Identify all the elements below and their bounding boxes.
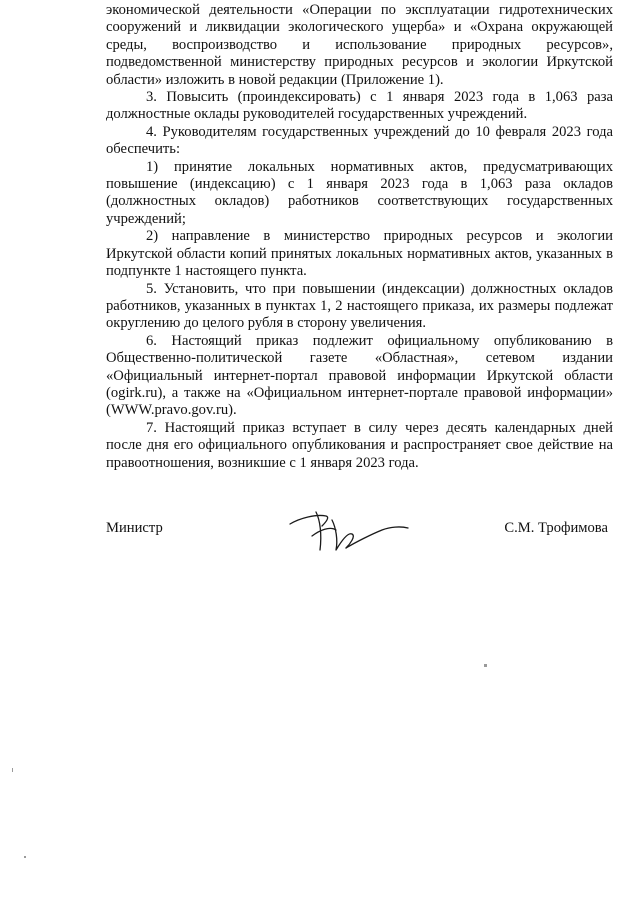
paragraph-continuation: экономической деятельности «Операции по эксплуатации гидротехнических сооружений и ликвидации экологического ущерба» и «Охрана окружающей среды, воспроизводство и использование природных ресурсов», подведомственной министерству природных ресурсов и экологии Иркутской области» изложить в новой редакции (Приложение 1). xyxy=(106,2,613,88)
signer-position: Министр xyxy=(106,520,163,536)
paragraph-4-1: 1) принятие локальных нормативных актов, предусматривающих повышение (индексацию) с 1 января 2023 года в 1,063 раза окладов (должностных окладов) работников соответствующих государственных учреждений; xyxy=(106,158,613,227)
paragraph-7: 7. Настоящий приказ вступает в силу через десять календарных дней после дня его официального опубликования и распространяет свое действие на правоотношения, возникшие с 1 января 2023 года. xyxy=(106,419,613,471)
scan-speck xyxy=(24,856,26,858)
handwritten-signature-icon xyxy=(286,506,416,558)
paragraph-6: 6. Настоящий приказ подлежит официальному опубликованию в Общественно-политической газете «Областная», сетевом издании «Официальный интернет-портал правовой информации Иркутской области (ogirk.ru), а также на «Официальном интернет-портале правовой информации» (WWW.pravo.gov.ru). xyxy=(106,332,613,419)
paragraph-5: 5. Установить, что при повышении (индексации) должностных окладов работников, указанных в пунктах 1, 2 настоящего приказа, их размеры подлежат округлению до целого рубля в сторону увеличения. xyxy=(106,280,613,332)
document-body xyxy=(106,2,613,472)
scan-speck xyxy=(12,768,13,772)
paragraph-3: 3. Повысить (проиндексировать) с 1 января 2023 года в 1,063 раза должностные оклады руководителей государственных учреждений. xyxy=(106,89,613,123)
signature-block xyxy=(106,520,608,554)
paragraph-4: 4. Руководителям государственных учреждений до 10 февраля 2023 года обеспечить: xyxy=(106,123,613,158)
signer-name: С.М. Трофимова xyxy=(504,520,608,536)
paragraph-4-2: 2) направление в министерство природных ресурсов и экологии Иркутской области копий принятых локальных нормативных актов, указанных в подпункте 1 настоящего пункта. xyxy=(106,228,613,280)
scan-speck xyxy=(484,664,487,667)
